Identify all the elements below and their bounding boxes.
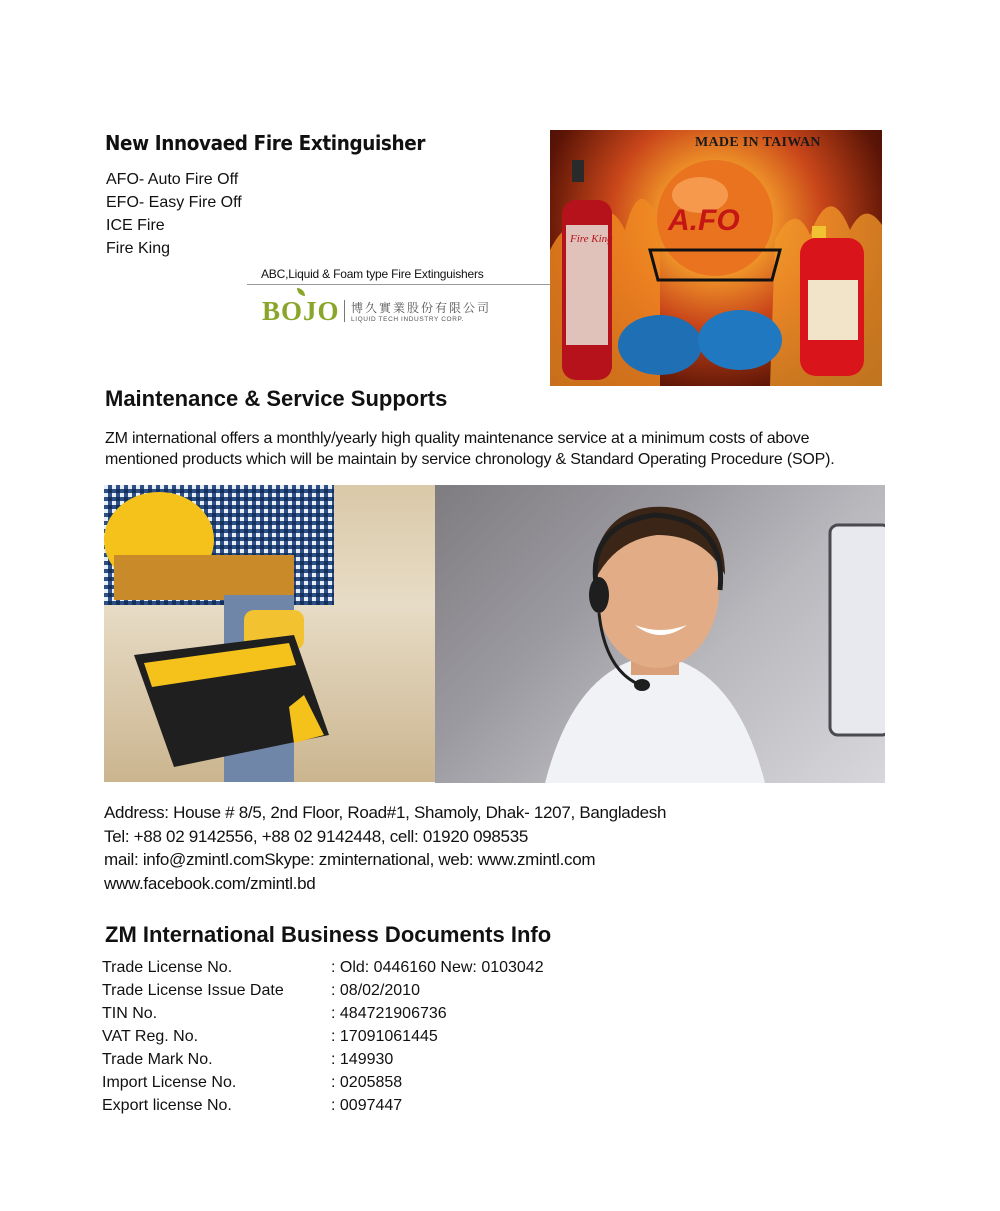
table-row [102, 1051, 544, 1074]
logo-divider [344, 300, 345, 322]
bojo-leaf-icon [297, 288, 305, 296]
extinguisher-heading: New Innovaed Fire Extinguisher [105, 131, 426, 155]
extinguisher-valve [572, 160, 584, 182]
document-value: : 0097447 [331, 1097, 403, 1114]
technician-illustration [104, 485, 435, 782]
support-agent-photo [435, 485, 885, 783]
canister-cap [812, 226, 826, 238]
bojo-brand: BOJO [262, 296, 340, 326]
contact-block [104, 801, 666, 895]
document-label: Trade Mark No. [102, 1051, 213, 1068]
computer-monitor [830, 525, 885, 735]
list-item: AFO- Auto Fire Off [106, 171, 239, 188]
documents-table [102, 959, 544, 1120]
ice-fire-pack [698, 310, 782, 370]
bojo-english-name: LIQUID TECH INDUSTRY CORP. [351, 316, 465, 323]
facebook-link[interactable]: www.facebook.com/zmintl.bd [104, 873, 316, 893]
table-row [102, 1005, 544, 1028]
document-label: TIN No. [102, 1005, 158, 1022]
extinguisher-products-photo [550, 130, 882, 386]
bojo-chinese-name: 博久實業股份有限公司 [351, 301, 492, 315]
headset-earpiece [589, 577, 609, 613]
telephone-line: Tel: +88 02 9142556, +88 02 9142448, cell: 01920 098535 [104, 826, 528, 846]
tool-belt [114, 555, 294, 600]
fire-scene [550, 130, 882, 386]
support-agent-illustration [435, 485, 885, 783]
ice-fire-pack [618, 315, 702, 375]
made-in-taiwan-label: MADE IN TAIWAN [695, 135, 821, 150]
document-label: Trade License No. [102, 959, 233, 976]
technician-toolbox-photo [104, 485, 435, 782]
list-item: ICE Fire [106, 217, 165, 234]
document-label: Import License No. [102, 1074, 237, 1091]
fire-king-label: Fire King [570, 233, 613, 245]
document-value: : Old: 0446160 New: 0103042 [331, 959, 544, 976]
document-label: VAT Reg. No. [102, 1028, 199, 1045]
product-list [106, 168, 242, 260]
document-label: Trade License Issue Date [102, 982, 284, 999]
document-value: : 484721906736 [331, 1005, 447, 1022]
document-value: : 0205858 [331, 1074, 403, 1091]
description-line: ZM international offers a monthly/yearly high quality maintenance service at a minimum costs of above [105, 430, 810, 447]
document-label: Export license No. [102, 1097, 232, 1114]
document-value: : 17091061445 [331, 1028, 438, 1045]
caption-divider [247, 284, 550, 285]
maintenance-description [105, 428, 905, 470]
document-value: : 149930 [331, 1051, 394, 1068]
afo-ball-label: A.FO [668, 204, 740, 237]
table-row [102, 959, 544, 982]
bojo-logo [262, 288, 502, 328]
extinguisher-types-caption: ABC,Liquid & Foam type Fire Extinguishers [261, 267, 484, 281]
mail-line: mail: info@zmintl.comSkype: zminternational, web: www.zmintl.com [104, 850, 596, 869]
table-row [102, 1028, 544, 1051]
documents-heading: ZM International Business Documents Info [105, 922, 552, 947]
document-value: : 08/02/2010 [331, 982, 420, 999]
maintenance-heading: Maintenance & Service Supports [105, 386, 448, 411]
description-line: mentioned products which will be maintain by service chronology & Standard Operating Procedure (SOP). [105, 451, 835, 468]
list-item: EFO- Easy Fire Off [106, 194, 242, 211]
canister-label [808, 280, 858, 340]
address-line: Address: House # 8/5, 2nd Floor, Road#1, Shamoly, Dhak- 1207, Bangladesh [104, 803, 667, 822]
list-item: Fire King [106, 240, 171, 257]
headset-mic [634, 679, 650, 691]
table-row [102, 982, 544, 1005]
table-row [102, 1097, 544, 1120]
table-row [102, 1074, 544, 1097]
